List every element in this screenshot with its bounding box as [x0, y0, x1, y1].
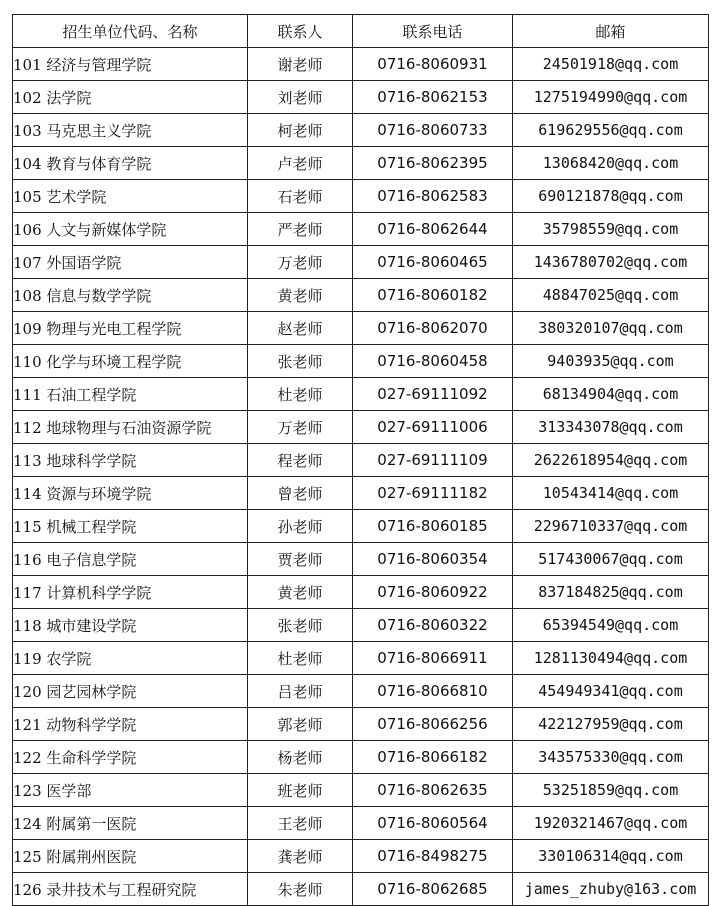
table-row — [13, 675, 709, 708]
phone-cell: 027-69111006 — [353, 411, 513, 444]
unit-cell: 110 化学与环境工程学院 — [13, 345, 248, 378]
unit-cell: 104 教育与体育学院 — [13, 147, 248, 180]
contact-cell: 谢老师 — [248, 48, 353, 81]
unit-cell: 111 石油工程学院 — [13, 378, 248, 411]
email-cell: james_zhuby@163.com — [513, 873, 709, 906]
table-row — [13, 609, 709, 642]
contact-cell: 卢老师 — [248, 147, 353, 180]
email-cell: 13068420@qq.com — [513, 147, 709, 180]
contact-cell: 杜老师 — [248, 642, 353, 675]
contact-cell: 刘老师 — [248, 81, 353, 114]
phone-cell: 027-69111109 — [353, 444, 513, 477]
unit-cell: 114 资源与环境学院 — [13, 477, 248, 510]
unit-cell: 123 医学部 — [13, 774, 248, 807]
unit-cell: 124 附属第一医院 — [13, 807, 248, 840]
email-cell: 422127959@qq.com — [513, 708, 709, 741]
email-cell: 1920321467@qq.com — [513, 807, 709, 840]
contact-cell: 石老师 — [248, 180, 353, 213]
email-cell: 1275194990@qq.com — [513, 81, 709, 114]
contacts-table — [12, 14, 709, 906]
phone-cell: 0716-8066182 — [353, 741, 513, 774]
unit-cell: 113 地球科学学院 — [13, 444, 248, 477]
unit-cell: 105 艺术学院 — [13, 180, 248, 213]
phone-cell: 0716-8060354 — [353, 543, 513, 576]
contact-cell: 龚老师 — [248, 840, 353, 873]
table-row — [13, 312, 709, 345]
table-row — [13, 741, 709, 774]
contact-cell: 郭老师 — [248, 708, 353, 741]
table-row — [13, 48, 709, 81]
table-row — [13, 180, 709, 213]
table-row — [13, 279, 709, 312]
unit-cell: 116 电子信息学院 — [13, 543, 248, 576]
phone-cell: 0716-8060465 — [353, 246, 513, 279]
email-cell: 1281130494@qq.com — [513, 642, 709, 675]
table-row — [13, 510, 709, 543]
contact-cell: 万老师 — [248, 246, 353, 279]
unit-cell: 103 马克思主义学院 — [13, 114, 248, 147]
email-cell: 65394549@qq.com — [513, 609, 709, 642]
email-cell: 2622618954@qq.com — [513, 444, 709, 477]
phone-cell: 0716-8060931 — [353, 48, 513, 81]
email-cell: 9403935@qq.com — [513, 345, 709, 378]
unit-cell: 125 附属荆州医院 — [13, 840, 248, 873]
phone-cell: 0716-8062153 — [353, 81, 513, 114]
phone-cell: 0716-8060182 — [353, 279, 513, 312]
phone-cell: 0716-8066256 — [353, 708, 513, 741]
contact-cell: 王老师 — [248, 807, 353, 840]
header-row — [13, 15, 709, 48]
header-phone: 联系电话 — [353, 15, 513, 48]
table-row — [13, 543, 709, 576]
contact-cell: 杨老师 — [248, 741, 353, 774]
contact-cell: 班老师 — [248, 774, 353, 807]
contact-cell: 黄老师 — [248, 576, 353, 609]
unit-cell: 122 生命科学学院 — [13, 741, 248, 774]
table-row — [13, 147, 709, 180]
table-row — [13, 114, 709, 147]
table-row — [13, 807, 709, 840]
phone-cell: 027-69111092 — [353, 378, 513, 411]
email-cell: 343575330@qq.com — [513, 741, 709, 774]
phone-cell: 0716-8062583 — [353, 180, 513, 213]
contact-cell: 严老师 — [248, 213, 353, 246]
table-row — [13, 246, 709, 279]
table-row — [13, 444, 709, 477]
phone-cell: 0716-8062685 — [353, 873, 513, 906]
phone-cell: 0716-8060185 — [353, 510, 513, 543]
contact-cell: 赵老师 — [248, 312, 353, 345]
email-cell: 313343078@qq.com — [513, 411, 709, 444]
email-cell: 68134904@qq.com — [513, 378, 709, 411]
phone-cell: 027-69111182 — [353, 477, 513, 510]
contact-cell: 程老师 — [248, 444, 353, 477]
unit-cell: 101 经济与管理学院 — [13, 48, 248, 81]
unit-cell: 102 法学院 — [13, 81, 248, 114]
email-cell: 2296710337@qq.com — [513, 510, 709, 543]
table-row — [13, 873, 709, 906]
contact-cell: 吕老师 — [248, 675, 353, 708]
unit-cell: 108 信息与数学学院 — [13, 279, 248, 312]
unit-cell: 119 农学院 — [13, 642, 248, 675]
phone-cell: 0716-8066911 — [353, 642, 513, 675]
unit-cell: 109 物理与光电工程学院 — [13, 312, 248, 345]
contact-cell: 杜老师 — [248, 378, 353, 411]
email-cell: 380320107@qq.com — [513, 312, 709, 345]
phone-cell: 0716-8066810 — [353, 675, 513, 708]
header-contact: 联系人 — [248, 15, 353, 48]
email-cell: 48847025@qq.com — [513, 279, 709, 312]
table-row — [13, 81, 709, 114]
table-body — [13, 48, 709, 906]
phone-cell: 0716-8060322 — [353, 609, 513, 642]
phone-cell: 0716-8062644 — [353, 213, 513, 246]
email-cell: 330106314@qq.com — [513, 840, 709, 873]
email-cell: 53251859@qq.com — [513, 774, 709, 807]
table-row — [13, 708, 709, 741]
table-row — [13, 477, 709, 510]
email-cell: 690121878@qq.com — [513, 180, 709, 213]
unit-cell: 117 计算机科学学院 — [13, 576, 248, 609]
email-cell: 24501918@qq.com — [513, 48, 709, 81]
contact-cell: 万老师 — [248, 411, 353, 444]
contact-cell: 孙老师 — [248, 510, 353, 543]
table-row — [13, 378, 709, 411]
email-cell: 1436780702@qq.com — [513, 246, 709, 279]
phone-cell: 0716-8062395 — [353, 147, 513, 180]
email-cell: 10543414@qq.com — [513, 477, 709, 510]
unit-cell: 120 园艺园林学院 — [13, 675, 248, 708]
table-row — [13, 774, 709, 807]
unit-cell: 106 人文与新媒体学院 — [13, 213, 248, 246]
email-cell: 35798559@qq.com — [513, 213, 709, 246]
phone-cell: 0716-8062070 — [353, 312, 513, 345]
phone-cell: 0716-8060458 — [353, 345, 513, 378]
table-row — [13, 411, 709, 444]
phone-cell: 0716-8060922 — [353, 576, 513, 609]
contact-cell: 曾老师 — [248, 477, 353, 510]
email-cell: 517430067@qq.com — [513, 543, 709, 576]
phone-cell: 0716-8060564 — [353, 807, 513, 840]
contact-cell: 张老师 — [248, 609, 353, 642]
contact-cell: 贾老师 — [248, 543, 353, 576]
email-cell: 454949341@qq.com — [513, 675, 709, 708]
table-row — [13, 642, 709, 675]
contact-cell: 朱老师 — [248, 873, 353, 906]
unit-cell: 121 动物科学学院 — [13, 708, 248, 741]
phone-cell: 0716-8498275 — [353, 840, 513, 873]
table-row — [13, 840, 709, 873]
unit-cell: 126 录井技术与工程研究院 — [13, 873, 248, 906]
unit-cell: 107 外国语学院 — [13, 246, 248, 279]
email-cell: 837184825@qq.com — [513, 576, 709, 609]
phone-cell: 0716-8060733 — [353, 114, 513, 147]
unit-cell: 115 机械工程学院 — [13, 510, 248, 543]
table-row — [13, 345, 709, 378]
table-row — [13, 213, 709, 246]
header-unit: 招生单位代码、名称 — [13, 15, 248, 48]
header-email: 邮箱 — [513, 15, 709, 48]
unit-cell: 118 城市建设学院 — [13, 609, 248, 642]
phone-cell: 0716-8062635 — [353, 774, 513, 807]
contact-cell: 柯老师 — [248, 114, 353, 147]
email-cell: 619629556@qq.com — [513, 114, 709, 147]
contact-cell: 张老师 — [248, 345, 353, 378]
unit-cell: 112 地球物理与石油资源学院 — [13, 411, 248, 444]
contact-cell: 黄老师 — [248, 279, 353, 312]
table-row — [13, 576, 709, 609]
